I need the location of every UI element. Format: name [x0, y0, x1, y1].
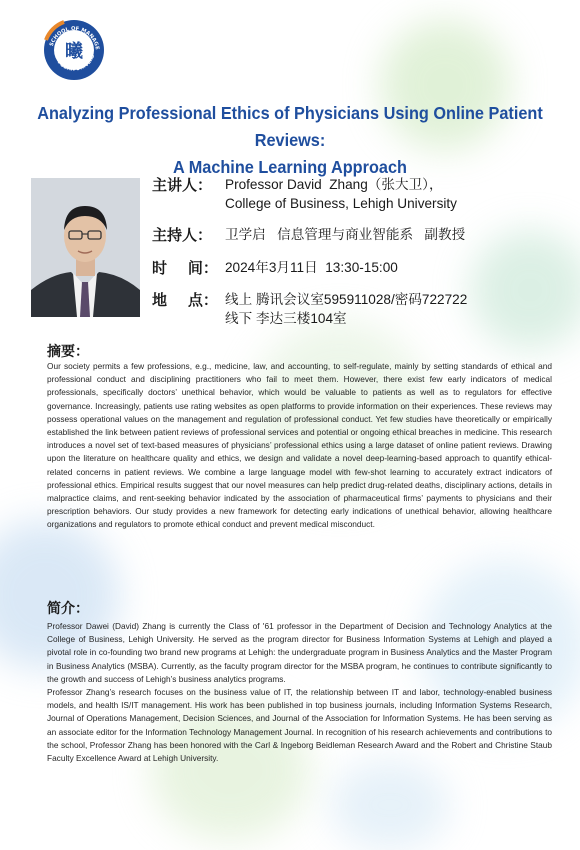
bio-paragraph-1: Professor Dawei (David) Zhang is currently the Class of '61 professor in the Department of Decision and Technology Analytics at the College of Business, Lehigh University. He served as the program director for Business Information Systems at Lehigh and played a pivotal role in co-founding two brand new programs at Lehigh: the undergraduate program in Business Analytics and the Master Program in Business Analytics (MSBA). Currently, as the faculty program director for the MSBA program, he continues to contribute significantly to the growth and success of Lehigh’s business analytics programs. [47, 621, 552, 684]
background-bubble [470, 230, 580, 350]
place-label: 地 点： [152, 291, 218, 309]
svg-text:FUDAN UNIVERSITY: FUDAN UNIVERS [55, 53, 97, 73]
abstract-heading: 摘要： [47, 344, 89, 360]
place-offline: 线下 李达三楼104室 [225, 311, 347, 326]
school-logo [42, 18, 106, 82]
svg-text:SCHOOL OF MANAGEMENT: SCHOOL OF MANAGE [48, 25, 100, 51]
bio-heading: 简介： [47, 601, 89, 617]
title-line-1: Analyzing Professional Ethics of Physicians Using Online Patient Reviews: [37, 103, 543, 150]
host-label: 主持人： [152, 226, 213, 244]
place-online: 线上 腾讯会议室595911028/密码722722 [225, 292, 468, 307]
svg-text:曦: 曦 [65, 41, 83, 62]
speaker-affiliation: College of Business, Lehigh University [225, 196, 457, 211]
bio-text [47, 620, 552, 765]
background-bubble [330, 760, 450, 850]
abstract-text [47, 360, 552, 532]
time-label: 时 间： [152, 259, 218, 277]
time-value: 2024年3月11日 13:30-15:00 [225, 260, 398, 275]
speaker-name: Professor David Zhang（张大卫）， [225, 177, 443, 192]
lecture-title [30, 100, 551, 181]
speaker-label: 主讲人： [152, 176, 213, 194]
abstract-paragraph: Our society permits a few professions, e.g., medicine, law, and accounting, to self-regulate, mainly by setting standards of ethical and professional conduct and disciplining practitioners who fail to meet them. However, there exist few early indicators of medical professionals, specifically doctors’ unethical behavior, which would be valuable to patients as well as to regulators for effective governance. Increasingly, patients use rating websites as open platforms to provide information on their experiences. These reviews may possess operational values on the management and regulation of professional conduct. Yet few studies have theoretically or empirically established the link between patient reviews of professional services and potential or ongoing ethical breaches in medicine. This research introduces a novel set of text-based measures of physicians’ professional ethics using a large dataset of online patient reviews. Drawing upon the literature on healthcare quality and ethics, we design and validate a novel deep-learning-based approach to quantify ethical-related concerns in patient reviews. We combine a large language model with few-shot learning to accurately extract indicators of professional ethics. Empirical results suggest that our novel measures can help predict drug-related deaths, disciplinary actions, details in malpractice claims, and rent-seeking behavior indicated by the association of pharmaceutical firms’ payments to physicians and their prescription behaviors. Our study provides a new framework for detecting early indications of unethical behavior, allowing healthcare organizations and regulators to promote ethical conduct and prevent medical misconduct. [47, 361, 552, 530]
title-line-2: A Machine Learning Approach [173, 157, 407, 177]
host-value: 卫学启 信息管理与商业智能系 副教授 [225, 227, 466, 242]
bio-paragraph-2: Professor Zhang’s research focuses on the business value of IT, the relationship between IT and labor, technology-enabled business models, and health IS/IT management. His work has been published in top business journals, including Information Systems Research, Journal of Operations Management, Decision Sciences, and Journal of the Association for Information Systems. He has been serving as an associate editor for the Information Technology Management Journal. In recognition of his research achievements and contributions to the school, Professor Zhang has been honored with the Carl & Ingeborg Beidleman Research Award and the Robert and Christine Staub Faculty Excellence Award at Lehigh University. [47, 687, 552, 764]
speaker-photo [31, 178, 140, 317]
